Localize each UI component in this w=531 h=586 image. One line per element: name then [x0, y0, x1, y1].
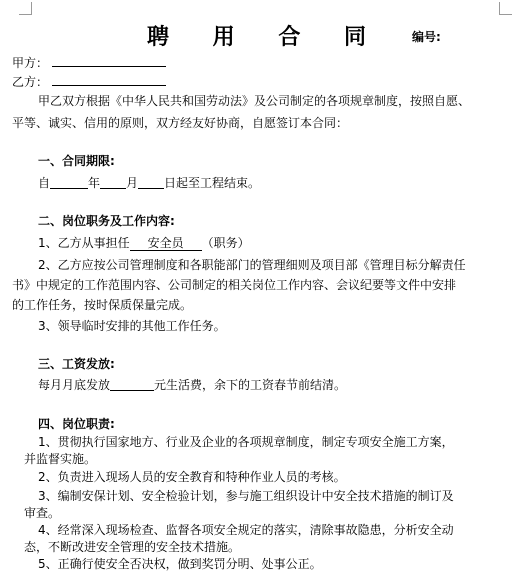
s4-item-1-line-2: 并监督实施。: [24, 452, 97, 466]
s4-item-4-line-2: 态，不断改进安全管理的安全技术措施。: [24, 540, 241, 554]
term-month: 月: [126, 176, 139, 190]
s4-item-5: 5、正确行使安全否决权，做到奖罚分明、处事公正。: [38, 557, 322, 571]
crop-mark-top-right: [499, 2, 512, 15]
intro-line-1: 甲乙双方根据《中华人民共和国劳动法》及公司制定的各项规章制度，按照自愿、: [38, 94, 471, 108]
party-b-blank: [52, 73, 166, 86]
section-2-heading: 二、岗位职务及工作内容:: [38, 214, 175, 228]
section-4-heading: 四、岗位职责:: [38, 417, 115, 431]
document-title: 聘 用 合 同: [147, 24, 384, 50]
salary-amount-blank: [110, 377, 154, 391]
term-from: 自: [38, 176, 51, 190]
s2-item-2-line-1: 2、乙方应按公司管理制度和各职能部门的管理细则及项目部《管理目标分解责任: [38, 258, 466, 272]
party-a-line: [12, 54, 166, 71]
term-line: [38, 172, 260, 194]
party-b-label: 乙方：: [12, 75, 49, 89]
position-value: 安全员: [130, 236, 202, 251]
s2-item-2-line-2: 书》中规定的工作范围内容、公司制定的相关岗位工作内容、会议纪要等文件中安排: [12, 278, 457, 292]
s2-item-3: 3、领导临时安排的其他工作任务。: [38, 319, 226, 333]
s4-item-3-line-1: 3、编制安保计划、安全检验计划，参与施工组织设计中安全技术措施的制订及: [38, 489, 454, 503]
crop-mark-top-left: [19, 2, 32, 15]
s4-item-1-line-1: 1、贯彻执行国家地方、行业及企业的各项规章制度，制定专项安全施工方案，: [38, 435, 454, 449]
party-a-blank: [52, 54, 166, 67]
s2-item-1-prefix: 1、乙方从事担任: [38, 236, 130, 250]
s4-item-3-line-2: 审查。: [24, 506, 61, 520]
term-day-to: 日起至工程结束。: [164, 176, 261, 190]
contract-number-label: 编号:: [412, 30, 441, 44]
s2-item-1-suffix: （职务）: [201, 236, 250, 250]
party-a-label: 甲方：: [12, 56, 49, 70]
s2-item-1: [38, 232, 250, 254]
salary-prefix: 每月月底发放: [38, 378, 111, 392]
party-b-line: [12, 73, 166, 90]
term-day-blank: [138, 175, 164, 189]
section-1-heading: 一、合同期限:: [38, 154, 115, 168]
s2-item-2-line-3: 的工作任务，按时保质保量完成。: [12, 298, 193, 312]
term-year: 年: [88, 176, 101, 190]
s4-item-4-line-1: 4、经常深入现场检查、监督各项安全规定的落实，清除事故隐患，分析安全动: [38, 523, 454, 537]
term-year-blank: [50, 175, 88, 189]
salary-line: [38, 374, 346, 396]
section-3-heading: 三、工资发放:: [38, 357, 115, 371]
intro-line-2: 平等、诚实、信用的原则，双方经友好协商，自愿签订本合同：: [12, 116, 349, 130]
term-month-blank: [100, 175, 126, 189]
salary-suffix: 元生活费，余下的工资春节前结清。: [154, 378, 347, 392]
s4-item-2: 2、负责进入现场人员的安全教育和特种作业人员的考核。: [38, 470, 346, 484]
